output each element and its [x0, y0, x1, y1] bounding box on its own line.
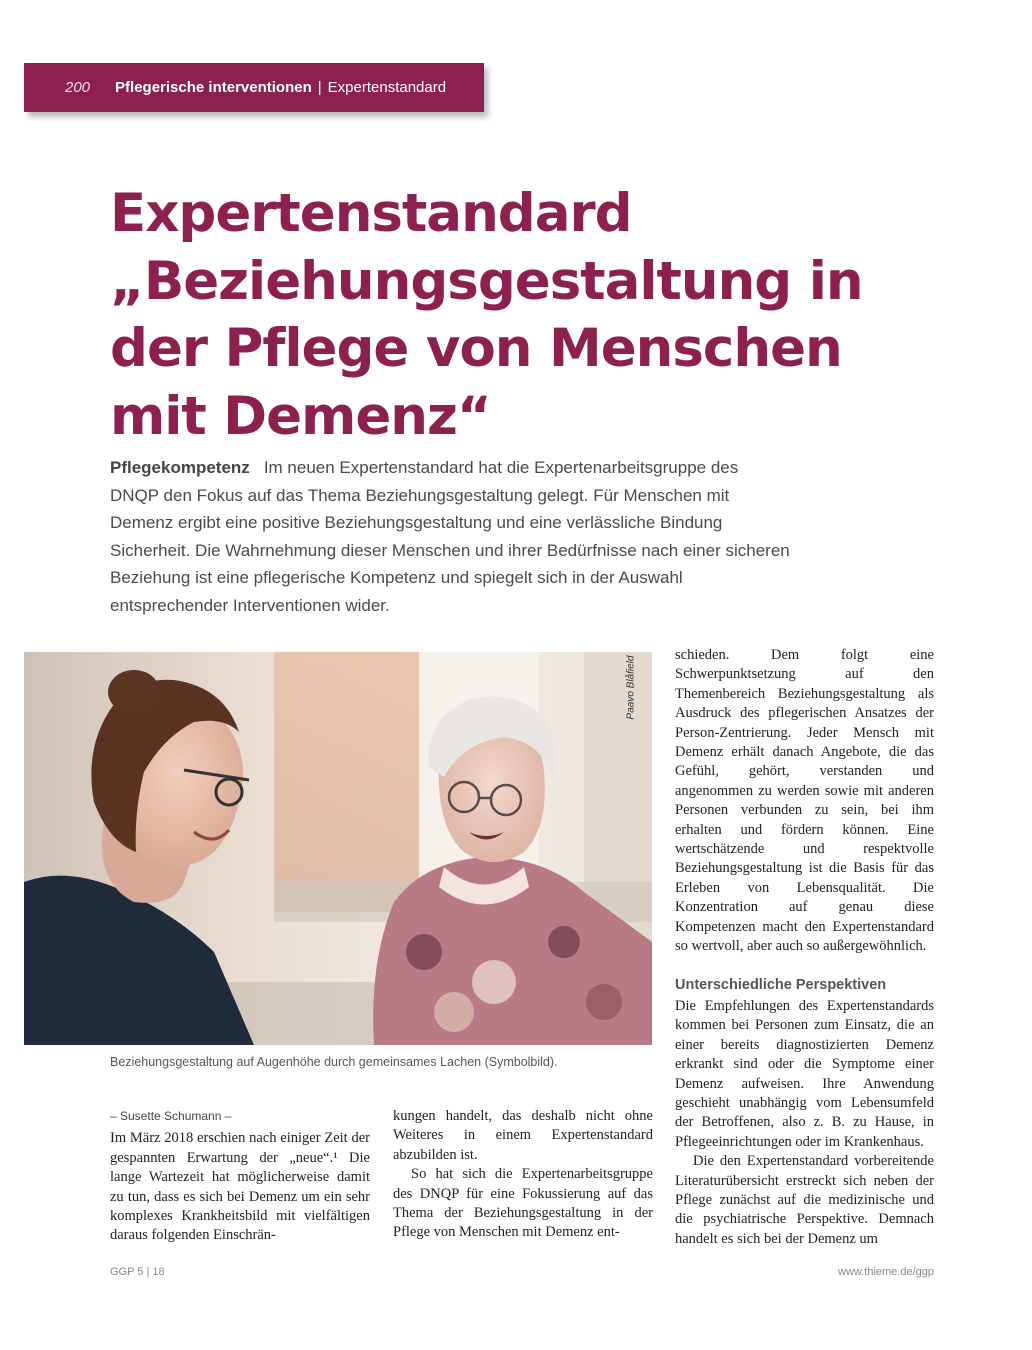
subheading: Unterschiedliche Perspektiven [675, 976, 887, 993]
author-byline: – Susette Schumann – [110, 1109, 232, 1123]
paragraph: So hat sich die Expertenarbeitsgruppe des DNQP für eine Fokussierung auf das Thema der Beziehungsgestaltung in der Pflege von Menschen mit Demenz ent- [393, 1166, 653, 1241]
footer-issue: GGP 5 | 18 [110, 1266, 165, 1278]
lead-paragraph [110, 454, 790, 619]
header-separator: | [317, 79, 322, 96]
page-number: 200 [65, 79, 91, 96]
article-title: Expertenstandard „Beziehungsgestaltung in der Pflege von Menschen mit Demenz“ [110, 183, 863, 447]
text-column-3 [675, 646, 934, 1249]
lead-kicker: Pflegekompetenz [110, 458, 250, 477]
section-name: Pflegerische interventionen [115, 79, 312, 96]
photo-caption: Beziehungsgestaltung auf Augenhöhe durch gemeinsames Lachen (Symbolbild). [110, 1055, 558, 1069]
paragraph: Die Empfehlungen des Expertenstandards kommen bei Personen zum Einsatz, die an einer bereits diagnostizierten Demenz erkrankt sind oder die Symptome einer Demenz aufweisen. Ihre Anwendung geschieht unabhängig vom Lebensumfeld der Betroffenen, also z. B. zu Hause, in Pflegeeinrichtungen oder im Krankenhaus. [675, 997, 934, 1150]
text-column-1 [110, 1107, 370, 1246]
paragraph: schieden. Dem folgt eine Schwerpunktsetzung auf den Themenbereich Beziehungsgestaltung als Ausdruck des pflegerischen Ansatzes der Person-Zentrierung. Jeder Mensch mit Demenz erhält danach Angebote, die das Gefühl, gehört, verstanden und angenommen zu werden sowie mit anderen Personen verbunden zu sein, bei ihm erhalten und fördern können. Eine wertschätzende und respektvolle Beziehungsgestaltung ist die Basis für das Erleben von Lebensqualität. Die Konzentration auf genau diese Kompetenzen macht den Expertenstandard so wertvoll, aber auch so außergewöhnlich. [675, 647, 934, 955]
lead-text: Im neuen Expertenstandard hat die Expertenarbeitsgruppe des DNQP den Fokus auf das Thema Beziehungsgestaltung gelegt. Für Menschen mit Demenz ergibt eine positive Beziehungsgestaltung und eine verlässliche Bindung Sicherheit. Die Wahrnehmung dieser Menschen und ihrer Bedürfnisse nach einer sicheren Beziehung ist eine pflegerische Kompetenz und spiegelt sich in der Auswahl entsprechender Interventionen wider. [110, 458, 790, 615]
article-photo [24, 652, 652, 1045]
footer-url[interactable]: www.thieme.de/ggp [838, 1266, 934, 1278]
running-header [24, 63, 484, 112]
text-column-2 [393, 1107, 653, 1243]
paragraph: kungen handelt, das deshalb nicht ohne Weiteres in einem Expertenstandard abzubilden ist. [393, 1108, 653, 1163]
photo-credit: Paavo Blåfield [625, 655, 637, 720]
paragraph: Die den Expertenstandard vorbereitende Literaturübersicht erstreckt sich neben der Pflege zunächst auf die medizinische und die psychiatrische Perspektive. Demnach handelt es sich bei der Demenz um [675, 1153, 934, 1247]
subsection-name: Expertenstandard [327, 79, 447, 96]
paragraph: Im März 2018 erschien nach einiger Zeit der gespannten Erwartung der „neue“.¹ Die lange Wartezeit hat möglicherweise damit zu tun, dass es sich bei Demenz um ein sehr komplexes Krankheitsbild mit vielfältigen daraus folgenden Einschrän- [110, 1130, 370, 1244]
